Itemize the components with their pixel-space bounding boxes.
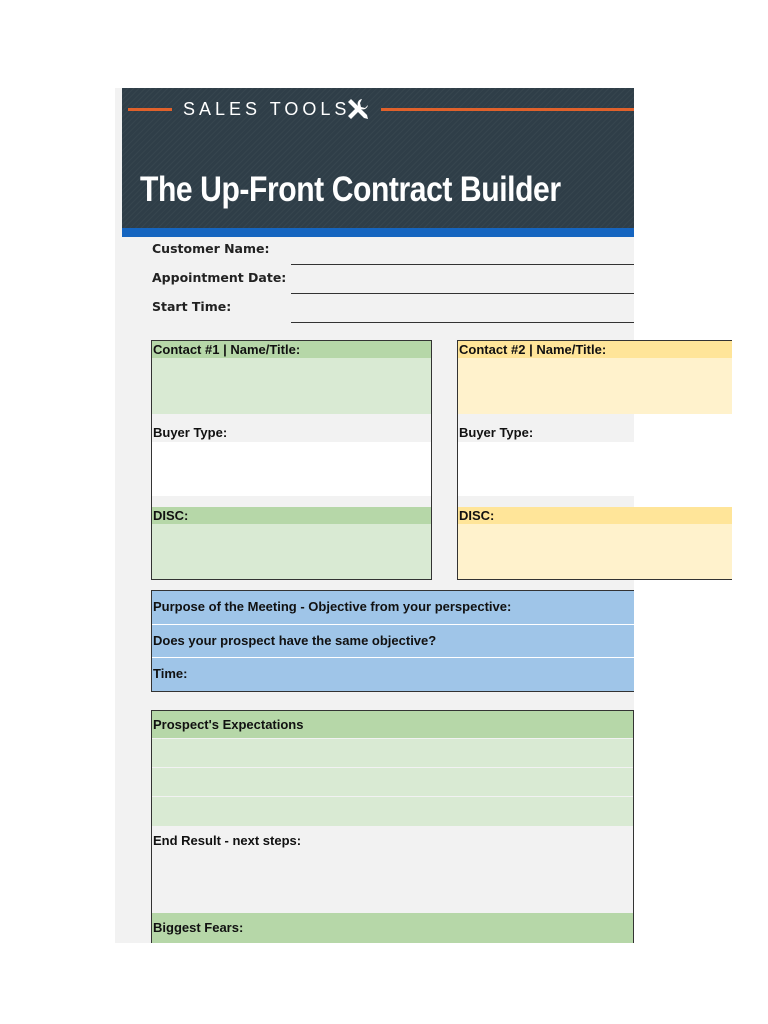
contact1-name-header: Contact #1 | Name/Title: xyxy=(151,341,431,358)
contact1-border xyxy=(151,340,432,580)
contact2-border-bottom xyxy=(457,579,732,580)
expectations-border-left xyxy=(151,710,152,943)
expectations-border-right xyxy=(633,710,634,943)
purpose-time-row[interactable]: Time: xyxy=(151,658,634,691)
contact2-border-top xyxy=(457,340,732,341)
contact2-buyer-type-label: Buyer Type: xyxy=(457,424,634,442)
customer-name-line[interactable] xyxy=(291,264,634,265)
purpose-divider-1 xyxy=(152,624,634,625)
expectation-row-1[interactable] xyxy=(151,739,634,767)
contact2-disc-input[interactable] xyxy=(457,524,732,580)
customer-name-label: Customer Name: xyxy=(152,241,270,256)
contact1-disc-header: DISC: xyxy=(151,507,431,524)
page-title: The Up-Front Contract Builder xyxy=(140,170,561,209)
contact2-name-input[interactable] xyxy=(457,358,732,414)
expectation-row-3[interactable] xyxy=(151,797,634,826)
start-time-line[interactable] xyxy=(291,322,634,323)
appointment-date-label: Appointment Date: xyxy=(152,270,287,285)
expectations-header: Prospect's Expectations xyxy=(151,711,634,738)
purpose-same-objective-row[interactable]: Does your prospect have the same objective? xyxy=(151,625,634,657)
start-time-label: Start Time: xyxy=(152,299,232,314)
tools-icon xyxy=(345,96,371,122)
expectation-row-2[interactable] xyxy=(151,768,634,796)
purpose-divider-2 xyxy=(152,657,634,658)
purpose-objective-row[interactable]: Purpose of the Meeting - Objective from your perspective: xyxy=(151,591,634,624)
purpose-border-top xyxy=(151,590,634,591)
purpose-border-bottom xyxy=(151,691,634,692)
appointment-date-line[interactable] xyxy=(291,293,634,294)
contact2-border-left xyxy=(457,340,458,580)
contact2-buyer-type-input[interactable] xyxy=(457,442,634,496)
contact1-buyer-type-label: Buyer Type: xyxy=(151,424,431,442)
brand-label: SALES TOOLS xyxy=(183,99,351,119)
header-accent-bar xyxy=(122,228,634,237)
purpose-border-left xyxy=(151,590,152,692)
end-result-row[interactable]: End Result - next steps: xyxy=(151,826,634,913)
contact2-name-header: Contact #2 | Name/Title: xyxy=(457,341,732,358)
biggest-fears-header: Biggest Fears: xyxy=(151,913,634,943)
expectations-border-top xyxy=(151,710,634,711)
header-line-left xyxy=(128,108,172,111)
contact2-disc-header: DISC: xyxy=(457,507,732,524)
header-line-right xyxy=(381,108,634,111)
